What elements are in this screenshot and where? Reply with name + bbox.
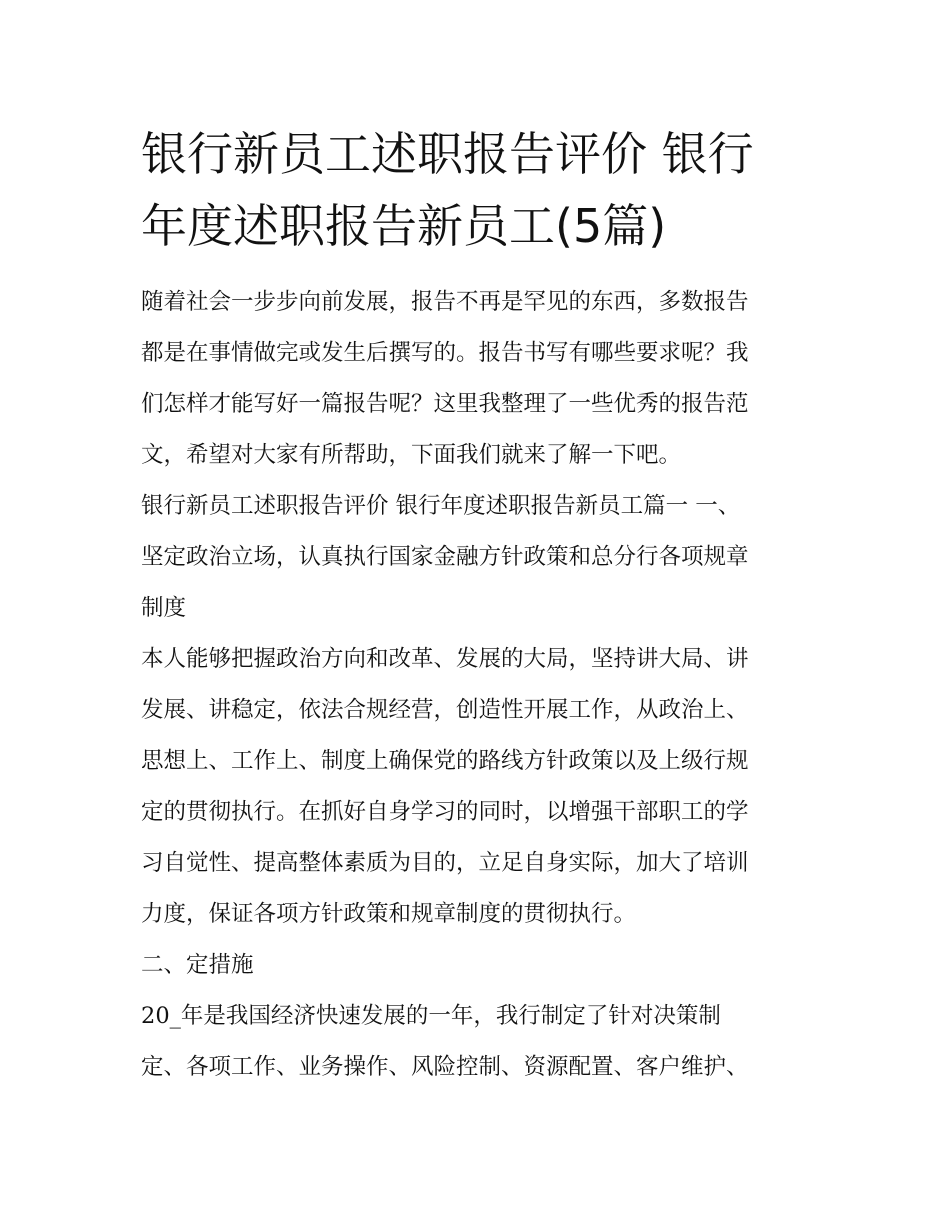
paragraph-line: 制度 [141,595,187,621]
document-content [141,118,813,1093]
paragraph-line: 文，希望对大家有所帮助，下面我们就来了解一下吧。 [141,442,682,468]
paragraph-line: 都是在事情做完或发生后撰写的。报告书写有哪些要求呢？我 [141,340,749,366]
section-heading-line: 二、定措施 [141,952,254,978]
paragraph-line: 随着社会一步步向前发展，报告不再是罕见的东西，多数报告 [141,289,749,315]
document-title [141,118,813,262]
paragraph-line: 定、各项工作、业务操作、风险控制、资源配置、客户维护、 [141,1054,749,1080]
paragraph-line: 思想上、工作上、制度上确保党的路线方针政策以及上级行规 [141,748,749,774]
document-body [141,277,813,1093]
title-line: 银行新员工述职报告评价 银行 [141,127,754,181]
paragraph-line: 定的贯彻执行。在抓好自身学习的同时，以增强干部职工的学 [141,799,749,825]
paragraph-line: 银行新员工述职报告评价 银行年度述职报告新员工篇一 一、 [141,493,741,519]
paragraph-line: 发展、讲稳定，依法合规经营，创造性开展工作，从政治上、 [141,697,749,723]
paragraph-line: 本人能够把握政治方向和改革、发展的大局，坚持讲大局、讲 [141,646,749,672]
paragraph-line: 力度，保证各项方针政策和规章制度的贯彻执行。 [141,901,637,927]
paragraph-line: 习自觉性、提高整体素质为目的，立足自身实际，加大了培训 [141,850,749,876]
paragraph-line: 们怎样才能写好一篇报告呢？这里我整理了一些优秀的报告范 [141,391,749,417]
paragraph-line: 坚定政治立场，认真执行国家金融方针政策和总分行各项规章 [141,544,749,570]
title-line: 年度述职报告新员工(5篇) [141,199,667,253]
paragraph-line: 20_年是我国经济快速发展的一年，我行制定了针对决策制 [141,1003,721,1029]
